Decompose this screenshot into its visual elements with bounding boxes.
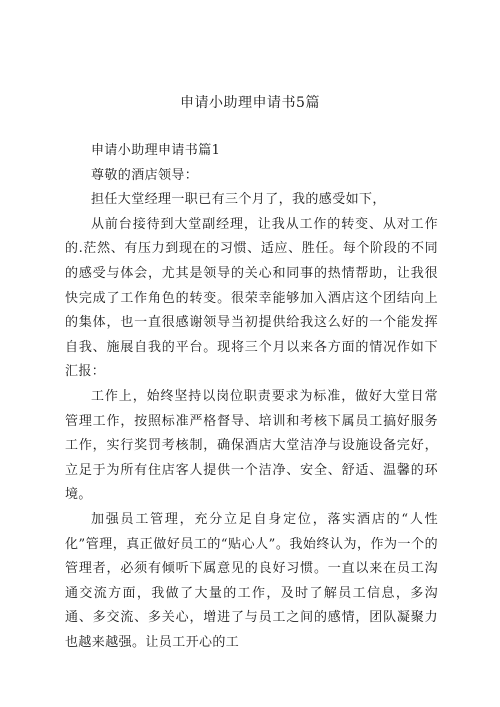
- salutation: 尊敬的酒店领导：: [91, 167, 199, 183]
- paragraph-intro: 担任大堂经理一职已有三个月了，我的感受如下，: [91, 192, 386, 208]
- paragraph-1: 从前台接待到大堂副经理，让我从工作的转变、从对工作的.茫然、有压力到现在的习惯、适应、胜任。每个阶段的不同的感受与体会，尤其是领导的关心和同事的热情帮助，让我很快完成了工作角色的转变。很荣幸能够加入酒店这个团结向上的集体，也一直很感谢领导当初提供给我这么好的一个能发挥自我、施展自我的平台。现将三个月以来各方面的情况作如下汇报：: [65, 216, 438, 380]
- paragraph-3: 加强员工管理，充分立足自身定位，落实酒店的“人性化”管理，真正做好员工的“贴心人”。我始终认为，作为一个的管理者，必须有倾听下属意见的良好习惯。一直以来在员工沟通交流方面，我做了大量的工作，及时了解员工信息，多沟通、多交流、多关心，增进了与员工之间的感情，团队凝聚力也越来越强。让员工开心的工: [65, 511, 438, 650]
- paragraph-2: 工作上，始终坚持以岗位职责要求为标准，做好大堂日常管理工作，按照标准严格督导、培训和考核下属员工搞好服务工作，实行奖罚考核制，确保酒店大堂洁净与设施设备完好，立足于为所有住店客人提供一个洁净、安全、舒适、温馨的环境。: [65, 388, 438, 503]
- section-heading: 申请小助理申请书篇1: [91, 143, 221, 158]
- document-body: [65, 139, 438, 655]
- document-title: 申请小助理申请书5篇: [180, 95, 320, 111]
